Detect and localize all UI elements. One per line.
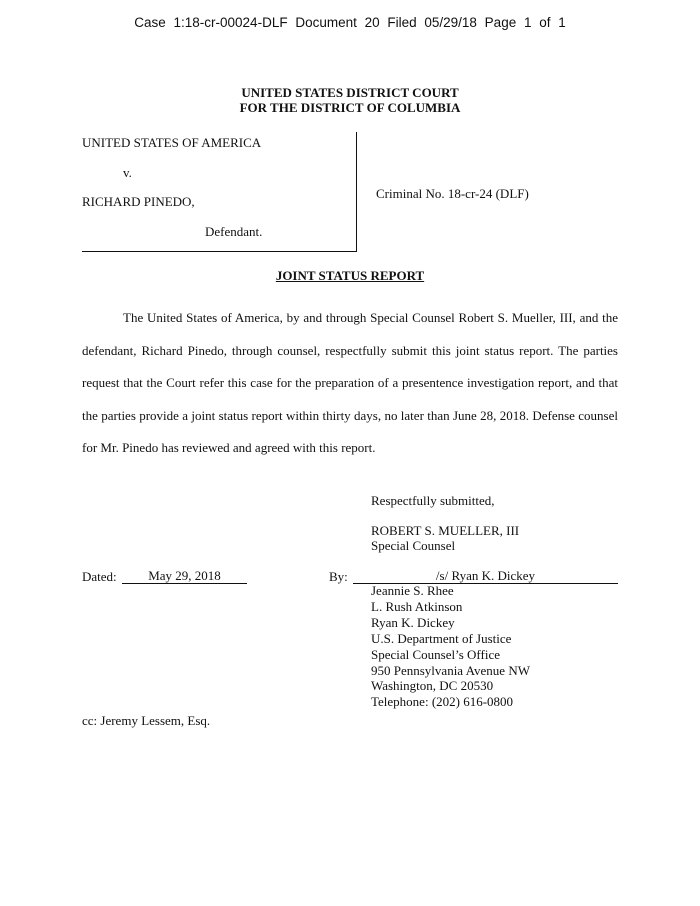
address-line: Washington, DC 20530	[371, 678, 494, 694]
counsel-line: L. Rush Atkinson	[371, 598, 463, 614]
telephone-line: Telephone: (202) 616-0800	[371, 694, 514, 710]
versus-label: v.	[123, 165, 132, 180]
signer-name: ROBERT S. MUELLER, III	[371, 523, 520, 538]
caption-horizontal-rule	[82, 251, 357, 252]
closing: Respectfully submitted,	[371, 493, 495, 508]
defendant-name: RICHARD PINEDO,	[82, 194, 195, 209]
cc-line: cc: Jeremy Lessem, Esq.	[82, 713, 211, 728]
defendant-label: Defendant.	[205, 224, 263, 239]
office-line: Special Counsel’s Office	[371, 646, 501, 662]
plaintiff-name: UNITED STATES OF AMERICA	[82, 135, 262, 150]
case-header-stamp: Case 1:18-cr-00024-DLF Document 20 Filed 05/29/18 Page 1 of 1	[134, 15, 566, 30]
dated-label: Dated:	[82, 569, 117, 584]
signature-block	[371, 583, 530, 710]
signer-title: Special Counsel	[371, 538, 456, 553]
dated-value: May 29, 2018	[122, 569, 247, 584]
caption-vertical-rule	[356, 132, 357, 252]
court-district: FOR THE DISTRICT OF COLUMBIA	[239, 100, 461, 115]
electronic-signature: /s/ Ryan K. Dickey	[353, 569, 618, 584]
office-line: U.S. Department of Justice	[371, 630, 512, 646]
court-heading	[0, 85, 700, 115]
counsel-line: Jeannie S. Rhee	[371, 583, 454, 598]
by-label: By:	[329, 569, 348, 584]
case-number: Criminal No. 18-cr-24 (DLF)	[376, 186, 529, 201]
court-name: UNITED STATES DISTRICT COURT	[241, 85, 459, 100]
document-title: JOINT STATUS REPORT	[275, 268, 425, 283]
counsel-line: Ryan K. Dickey	[371, 614, 455, 630]
address-line: 950 Pennsylvania Avenue NW	[371, 662, 530, 678]
report-body: The United States of America, by and through Special Counsel Robert S. Mueller, III, and the defendant, Richard Pinedo, through counsel, respectfully submit this joint status report. The parties request that the Court refer this case for the preparation of a presentence investigation report, and that the parties provide a joint status report within thirty days, no later than June 28, 2018. Defense counsel for Mr. Pinedo has reviewed and agreed with this report.	[82, 310, 618, 455]
